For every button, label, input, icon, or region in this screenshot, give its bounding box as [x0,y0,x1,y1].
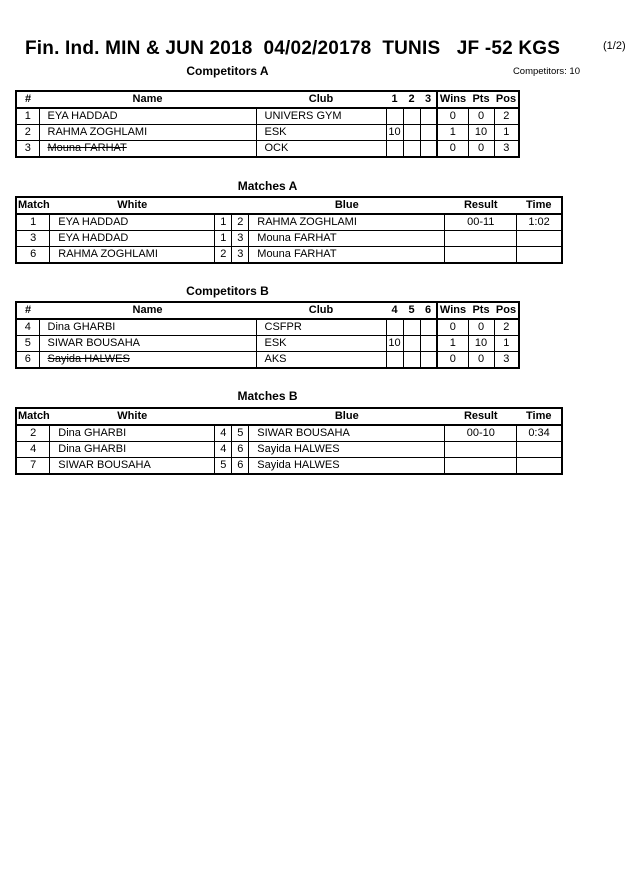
header-result: Result [445,408,517,425]
white-name-cell: Dina GHARBI [50,425,215,442]
white-num-cell: 2 [215,247,232,264]
round-5-cell [403,352,420,369]
round-3-cell [420,125,437,141]
round-4-cell [386,319,403,336]
name-cell: EYA HADDAD [39,108,256,125]
pts-cell: 10 [468,125,494,141]
blue-num-cell: 3 [232,231,249,247]
pts-cell: 0 [468,352,494,369]
round-3-cell [420,108,437,125]
competitors-a-table [15,90,520,158]
white-num-cell: 1 [215,214,232,231]
round-1-cell [386,141,403,158]
wins-cell: 1 [437,125,468,141]
page-indicator: (1/2) [603,40,626,52]
white-name-cell: SIWAR BOUSAHA [50,458,215,475]
white-name-cell: EYA HADDAD [50,214,215,231]
wins-cell: 0 [437,319,468,336]
round-3-cell [420,141,437,158]
round-2-cell [403,125,420,141]
num-cell: 2 [16,125,39,141]
result-cell [445,231,517,247]
header-match: Match [16,197,50,214]
table-header-row [16,302,519,319]
white-name-cell: Dina GHARBI [50,442,215,458]
match-row [16,214,562,231]
time-cell: 0:34 [517,425,562,442]
result-cell [445,442,517,458]
round-6-cell [420,336,437,352]
num-cell: 6 [16,352,39,369]
table-header-row [16,91,519,108]
header-white: White [50,408,215,425]
round-4-cell: 10 [386,336,403,352]
blue-num-cell: 6 [232,458,249,475]
time-cell: 1:02 [517,214,562,231]
header-name: Name [39,302,256,319]
match-num-cell: 6 [16,247,50,264]
header-pos: Pos [494,91,519,108]
pos-cell: 1 [494,125,519,141]
heading-matches-b: Matches B [237,389,298,403]
name-cell: Sayida HALWES [39,352,256,369]
round-1-cell: 10 [386,125,403,141]
white-num-cell: 5 [215,458,232,475]
pts-cell: 0 [468,319,494,336]
match-num-cell: 4 [16,442,50,458]
time-cell [517,442,562,458]
result-cell [445,458,517,475]
name-cell: Dina GHARBI [39,319,256,336]
wins-cell: 0 [437,141,468,158]
header-wins: Wins [437,302,468,319]
competitor-row [16,336,519,352]
result-cell: 00-11 [445,214,517,231]
header-club: Club [256,302,386,319]
club-cell: AKS [256,352,386,369]
heading-matches-a: Matches A [237,179,298,193]
white-num-cell: 4 [215,442,232,458]
header-spacer [215,408,232,425]
competitor-row [16,319,519,336]
blue-name-cell: SIWAR BOUSAHA [249,425,445,442]
header-blue: Blue [249,408,445,425]
round-5-cell [403,336,420,352]
club-cell: ESK [256,336,386,352]
blue-name-cell: Sayida HALWES [249,442,445,458]
match-row [16,231,562,247]
matches-b-table [15,407,563,475]
blue-num-cell: 3 [232,247,249,264]
header-time: Time [517,408,562,425]
num-cell: 1 [16,108,39,125]
pos-cell: 3 [494,141,519,158]
num-cell: 5 [16,336,39,352]
blue-name-cell: Mouna FARHAT [249,231,445,247]
white-num-cell: 1 [215,231,232,247]
time-cell [517,247,562,264]
competitor-row [16,108,519,125]
result-cell: 00-10 [445,425,517,442]
result-cell [445,247,517,264]
club-cell: OCK [256,141,386,158]
name-cell: Mouna FARHAT [39,141,256,158]
blue-num-cell: 5 [232,425,249,442]
header-round-6: 6 [420,302,437,319]
pos-cell: 2 [494,319,519,336]
header-round-3: 3 [420,91,437,108]
header-club: Club [256,91,386,108]
header-num: # [16,91,39,108]
time-cell [517,231,562,247]
document-title: Fin. Ind. MIN & JUN 2018 04/02/20178 TUNIS JF -52 KGS [25,38,561,59]
club-cell: CSFPR [256,319,386,336]
white-num-cell: 4 [215,425,232,442]
header-pts: Pts [468,302,494,319]
header-round-2: 2 [403,91,420,108]
wins-cell: 0 [437,108,468,125]
header-result: Result [445,197,517,214]
competitor-row [16,352,519,369]
matches-a-table [15,196,563,264]
white-name-cell: EYA HADDAD [50,231,215,247]
header-white: White [50,197,215,214]
competitor-row [16,141,519,158]
competitor-row [16,125,519,141]
header-match: Match [16,408,50,425]
blue-name-cell: Mouna FARHAT [249,247,445,264]
match-row [16,425,562,442]
blue-num-cell: 2 [232,214,249,231]
pts-cell: 0 [468,141,494,158]
header-spacer [232,408,249,425]
time-cell [517,458,562,475]
header-time: Time [517,197,562,214]
wins-cell: 0 [437,352,468,369]
match-num-cell: 7 [16,458,50,475]
heading-competitors-b: Competitors B [186,284,269,298]
pts-cell: 10 [468,336,494,352]
round-2-cell [403,141,420,158]
club-cell: UNIVERS GYM [256,108,386,125]
header-spacer [215,197,232,214]
blue-name-cell: Sayida HALWES [249,458,445,475]
header-blue: Blue [249,197,445,214]
pts-cell: 0 [468,108,494,125]
header-round-5: 5 [403,302,420,319]
round-2-cell [403,108,420,125]
match-num-cell: 2 [16,425,50,442]
name-cell: SIWAR BOUSAHA [39,336,256,352]
round-1-cell [386,108,403,125]
header-pos: Pos [494,302,519,319]
header-wins: Wins [437,91,468,108]
club-cell: ESK [256,125,386,141]
match-row [16,247,562,264]
pos-cell: 3 [494,352,519,369]
num-cell: 4 [16,319,39,336]
heading-competitors-a: Competitors A [186,64,269,78]
pos-cell: 2 [494,108,519,125]
match-num-cell: 3 [16,231,50,247]
num-cell: 3 [16,141,39,158]
round-6-cell [420,352,437,369]
match-row [16,458,562,475]
round-5-cell [403,319,420,336]
header-num: # [16,302,39,319]
match-num-cell: 1 [16,214,50,231]
white-name-cell: RAHMA ZOGHLAMI [50,247,215,264]
header-spacer [232,197,249,214]
table-header-row [16,197,562,214]
pos-cell: 1 [494,336,519,352]
header-pts: Pts [468,91,494,108]
blue-num-cell: 6 [232,442,249,458]
name-cell: RAHMA ZOGHLAMI [39,125,256,141]
match-row [16,442,562,458]
header-round-1: 1 [386,91,403,108]
wins-cell: 1 [437,336,468,352]
competitors-b-table [15,301,520,369]
header-name: Name [39,91,256,108]
competitors-count-label: Competitors: 10 [512,66,580,77]
table-header-row [16,408,562,425]
header-round-4: 4 [386,302,403,319]
round-6-cell [420,319,437,336]
round-4-cell [386,352,403,369]
blue-name-cell: RAHMA ZOGHLAMI [249,214,445,231]
